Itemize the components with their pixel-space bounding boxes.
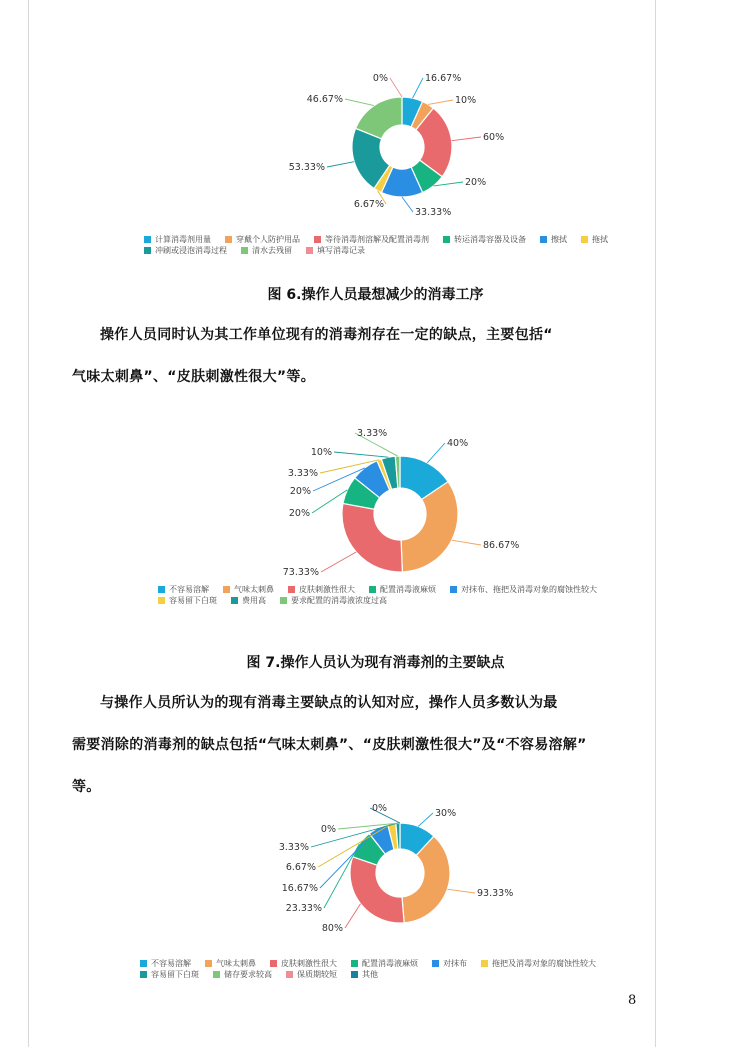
fig8-legend-swatch bbox=[286, 971, 293, 978]
fig7-data-label-6: 10% bbox=[310, 447, 332, 458]
fig7-leader-2 bbox=[321, 552, 356, 572]
fig8-data-label-0: 30% bbox=[435, 808, 457, 819]
fig6-leader-6 bbox=[327, 162, 354, 167]
fig6-legend-swatch bbox=[540, 236, 547, 243]
fig7-leader-5 bbox=[320, 460, 379, 473]
fig6-legend-item bbox=[581, 234, 608, 245]
para2-line3: 等。 bbox=[72, 779, 101, 795]
fig6-legend-label: 清水去残留 bbox=[252, 246, 292, 255]
fig7-legend-label: 不容易溶解 bbox=[169, 585, 209, 594]
fig8-legend-label: 配置消毒液麻烦 bbox=[362, 959, 418, 968]
fig8-data-label-2: 80% bbox=[321, 923, 343, 934]
fig7-legend-label: 对抹布、拖把及消毒对象的腐蚀性较大 bbox=[461, 585, 597, 594]
fig6-legend-item bbox=[144, 234, 211, 245]
fig7-data-label-7: 3.33% bbox=[357, 428, 388, 439]
fig8-leader-3 bbox=[324, 844, 359, 908]
fig6-legend-swatch bbox=[144, 247, 151, 254]
fig7-legend-label: 气味太刺鼻 bbox=[234, 585, 274, 594]
fig6-leader-3 bbox=[433, 182, 463, 186]
fig6-legend-swatch bbox=[443, 236, 450, 243]
fig8-legend-row bbox=[140, 958, 610, 969]
fig7-legend-swatch bbox=[369, 586, 376, 593]
fig8-legend-label: 拖把及消毒对象的腐蚀性较大 bbox=[492, 959, 596, 968]
fig8-legend-item bbox=[351, 958, 418, 969]
fig8-leader-6 bbox=[311, 823, 398, 847]
fig7-legend-swatch bbox=[158, 597, 165, 604]
fig8-legend-label: 储存要求较高 bbox=[224, 970, 272, 979]
fig7-legend-label: 费用高 bbox=[242, 596, 266, 605]
fig6-data-label-3: 20% bbox=[465, 177, 487, 188]
fig6-data-label-0: 16.67% bbox=[425, 73, 462, 84]
fig8-legend-item bbox=[481, 958, 596, 969]
para1-line2: 气味太刺鼻”、“皮肤刺激性很大”等。 bbox=[72, 369, 316, 385]
fig7-legend-swatch bbox=[158, 586, 165, 593]
fig6-legend-label: 计算消毒剂用量 bbox=[155, 235, 211, 244]
fig6-data-label-8: 0% bbox=[372, 73, 388, 84]
fig6-legend-label: 擦拭 bbox=[551, 235, 567, 244]
fig8-data-label-6: 3.33% bbox=[278, 842, 309, 853]
figure7-caption: 图 7.操作人员认为现有消毒剂的主要缺点 bbox=[246, 655, 505, 671]
fig7-slice-4 bbox=[355, 461, 390, 498]
figure7-legend bbox=[158, 584, 611, 606]
fig7-data-label-2: 73.33% bbox=[282, 567, 319, 578]
fig8-leader-4 bbox=[320, 828, 378, 888]
fig6-slice-7 bbox=[356, 97, 402, 139]
fig8-slice-2 bbox=[350, 857, 404, 923]
fig8-legend-swatch bbox=[351, 960, 358, 967]
fig6-legend-swatch bbox=[314, 236, 321, 243]
fig7-legend-label: 容易留下白斑 bbox=[169, 596, 217, 605]
fig6-legend-label: 拖拭 bbox=[592, 235, 608, 244]
fig7-legend-item bbox=[450, 584, 597, 595]
fig7-legend-item bbox=[288, 584, 355, 595]
fig8-data-label-5: 6.67% bbox=[285, 862, 316, 873]
fig6-leader-7 bbox=[345, 99, 374, 106]
fig8-leader-5 bbox=[318, 824, 392, 867]
fig8-slice-3 bbox=[353, 834, 386, 866]
fig7-legend-label: 皮肤刺激性很大 bbox=[299, 585, 355, 594]
fig6-data-label-5: 6.67% bbox=[353, 199, 384, 210]
fig6-legend-label: 穿戴个人防护用品 bbox=[236, 235, 300, 244]
fig8-legend-label: 皮肤刺激性很大 bbox=[281, 959, 337, 968]
fig8-legend-swatch bbox=[140, 960, 147, 967]
fig7-legend-swatch bbox=[231, 597, 238, 604]
fig8-legend-label: 对抹布 bbox=[443, 959, 467, 968]
fig7-slice-0 bbox=[400, 456, 448, 500]
fig6-slice-0 bbox=[402, 97, 423, 127]
fig6-leader-5 bbox=[378, 191, 386, 204]
fig6-legend-swatch bbox=[306, 247, 313, 254]
fig6-slice-5 bbox=[374, 165, 393, 192]
fig8-legend-item bbox=[286, 969, 337, 980]
fig7-legend-row bbox=[158, 595, 611, 606]
fig6-data-label-7: 46.67% bbox=[306, 94, 343, 105]
fig6-data-label-2: 60% bbox=[483, 132, 505, 143]
fig8-legend-item bbox=[140, 958, 191, 969]
figure6-legend bbox=[144, 234, 622, 256]
fig8-legend-swatch bbox=[213, 971, 220, 978]
fig7-leader-3 bbox=[312, 490, 347, 513]
fig7-slice-1 bbox=[401, 482, 458, 572]
fig6-data-label-6: 53.33% bbox=[288, 162, 325, 173]
fig6-slice-3 bbox=[411, 160, 442, 192]
fig8-legend-label: 容易留下白斑 bbox=[151, 970, 199, 979]
fig8-legend-label: 其他 bbox=[362, 970, 378, 979]
fig8-slice-6 bbox=[396, 823, 400, 849]
fig6-leader-0 bbox=[413, 78, 423, 98]
fig7-legend-label: 配置消毒液麻烦 bbox=[380, 585, 436, 594]
fig8-legend-swatch bbox=[140, 971, 147, 978]
fig6-legend-swatch bbox=[581, 236, 588, 243]
page-edge-left bbox=[28, 0, 29, 1047]
fig7-data-label-0: 40% bbox=[447, 438, 469, 449]
fig7-slice-5 bbox=[377, 459, 392, 490]
page-number: 8 bbox=[628, 993, 637, 1008]
fig8-slice-4 bbox=[369, 825, 394, 855]
fig8-leader-0 bbox=[418, 813, 433, 826]
fig6-legend-item bbox=[144, 245, 227, 256]
fig8-legend-label: 保质期较短 bbox=[297, 970, 337, 979]
fig8-legend-swatch bbox=[432, 960, 439, 967]
fig6-legend-item bbox=[241, 245, 292, 256]
fig7-leader-4 bbox=[313, 468, 365, 491]
fig8-legend-item bbox=[432, 958, 467, 969]
fig8-leader-9 bbox=[370, 808, 400, 823]
fig8-slice-1 bbox=[402, 836, 450, 923]
fig6-legend-item bbox=[443, 234, 526, 245]
fig6-legend-item bbox=[306, 245, 365, 256]
fig8-data-label-7: 0% bbox=[320, 824, 336, 835]
fig7-data-label-1: 86.67% bbox=[483, 540, 520, 551]
fig7-legend-swatch bbox=[288, 586, 295, 593]
fig7-data-label-5: 3.33% bbox=[287, 468, 318, 479]
fig6-legend-label: 填写消毒记录 bbox=[317, 246, 365, 255]
fig6-slice-1 bbox=[411, 101, 433, 129]
fig7-legend-row bbox=[158, 584, 611, 595]
fig7-slice-7 bbox=[395, 456, 400, 488]
fig7-slice-6 bbox=[381, 456, 397, 489]
fig7-legend-item bbox=[158, 595, 217, 606]
fig7-legend-item bbox=[223, 584, 274, 595]
fig8-legend-swatch bbox=[205, 960, 212, 967]
fig8-legend-item bbox=[270, 958, 337, 969]
fig8-legend-swatch bbox=[270, 960, 277, 967]
fig8-legend-item bbox=[140, 969, 199, 980]
fig8-legend-swatch bbox=[481, 960, 488, 967]
fig6-legend-item bbox=[225, 234, 300, 245]
fig8-data-label-3: 23.33% bbox=[285, 903, 322, 914]
fig7-legend-item bbox=[231, 595, 266, 606]
fig8-legend-label: 气味太刺鼻 bbox=[216, 959, 256, 968]
fig7-legend-swatch bbox=[280, 597, 287, 604]
fig6-legend-row bbox=[144, 234, 622, 245]
fig7-leader-1 bbox=[452, 540, 481, 545]
fig7-leader-6 bbox=[334, 452, 388, 457]
figure8-legend bbox=[140, 958, 610, 980]
fig8-legend-item bbox=[205, 958, 256, 969]
fig7-leader-7 bbox=[355, 433, 398, 456]
fig6-legend-swatch bbox=[225, 236, 232, 243]
fig7-data-label-3: 20% bbox=[288, 508, 310, 519]
fig6-data-label-4: 33.33% bbox=[415, 207, 452, 218]
fig7-legend-swatch bbox=[223, 586, 230, 593]
figure6-caption: 图 6.操作人员最想减少的消毒工序 bbox=[267, 287, 484, 303]
page-edge-right bbox=[655, 0, 656, 1047]
fig8-leader-7 bbox=[338, 823, 400, 829]
fig7-legend-item bbox=[280, 595, 387, 606]
fig6-leader-4 bbox=[402, 197, 413, 212]
fig8-leader-1 bbox=[447, 889, 475, 893]
fig7-legend-label: 要求配置的消毒液浓度过高 bbox=[291, 596, 387, 605]
fig6-leader-1 bbox=[428, 100, 453, 104]
fig6-leader-2 bbox=[452, 137, 481, 141]
fig6-legend-item bbox=[314, 234, 429, 245]
fig6-data-label-1: 10% bbox=[455, 95, 477, 106]
fig6-legend-item bbox=[540, 234, 567, 245]
fig8-legend-label: 不容易溶解 bbox=[151, 959, 191, 968]
fig6-legend-label: 转运消毒容器及设备 bbox=[454, 235, 526, 244]
para2-line1: 与操作人员所认为的现有消毒主要缺点的认知对应，操作人员多数认为最 bbox=[100, 695, 558, 711]
fig7-slice-2 bbox=[342, 503, 402, 572]
fig6-slice-2 bbox=[416, 108, 452, 177]
fig6-legend-label: 等待消毒剂溶解及配置消毒剂 bbox=[325, 235, 429, 244]
fig6-slice-4 bbox=[381, 167, 422, 197]
fig7-legend-item bbox=[369, 584, 436, 595]
fig6-legend-row bbox=[144, 245, 622, 256]
fig8-legend-row bbox=[140, 969, 610, 980]
fig6-legend-label: 冲刷或浸泡消毒过程 bbox=[155, 246, 227, 255]
fig6-legend-swatch bbox=[241, 247, 248, 254]
fig7-legend-swatch bbox=[450, 586, 457, 593]
fig7-data-label-4: 20% bbox=[289, 486, 311, 497]
fig8-data-label-1: 93.33% bbox=[477, 888, 514, 899]
fig7-slice-3 bbox=[343, 478, 380, 509]
fig8-slice-5 bbox=[388, 823, 398, 850]
para1-line1: 操作人员同时认为其工作单位现有的消毒剂存在一定的缺点，主要包括“ bbox=[100, 327, 553, 343]
fig6-leader-8 bbox=[390, 78, 402, 97]
fig8-slice-0 bbox=[400, 823, 434, 855]
fig8-legend-item bbox=[213, 969, 272, 980]
fig7-leader-0 bbox=[427, 443, 445, 463]
fig8-leader-2 bbox=[345, 904, 361, 928]
fig6-legend-swatch bbox=[144, 236, 151, 243]
fig6-slice-6 bbox=[352, 128, 390, 188]
fig8-data-label-4: 16.67% bbox=[281, 883, 318, 894]
para2-line2: 需要消除的消毒剂的缺点包括“气味太刺鼻”、“皮肤刺激性很大”及“不容易溶解” bbox=[72, 737, 587, 753]
fig8-data-label-9: 0% bbox=[372, 803, 388, 814]
fig8-legend-item bbox=[351, 969, 378, 980]
fig7-legend-item bbox=[158, 584, 209, 595]
fig8-legend-swatch bbox=[351, 971, 358, 978]
